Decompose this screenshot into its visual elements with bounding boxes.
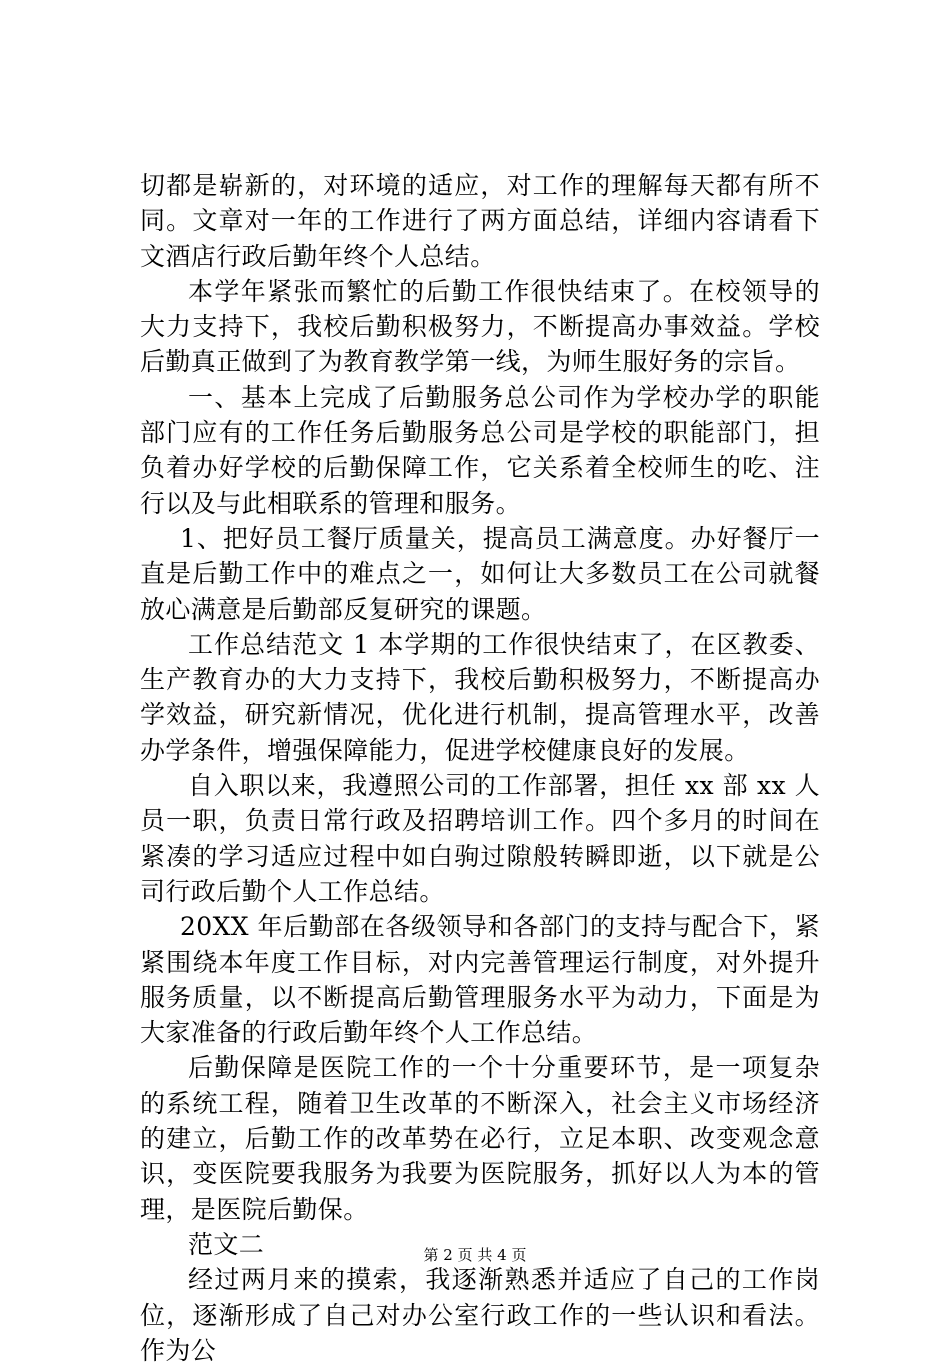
paragraph: 1、把好员工餐厅质量关，提高员工满意度。办好餐厅一直是后勤工作中的难点之一，如何让大多数员工在公司就餐放心满意是后勤部反复研究的课题。 [140,523,820,624]
paragraph: 切都是崭新的，对环境的适应，对工作的理解每天都有所不同。文章对一年的工作进行了两方面总结，详细内容请看下文酒店行政后勤年终个人总结。 [140,171,820,271]
paragraph: 自入职以来，我遵照公司的工作部署，担任 xx 部 xx 人员一职，负责日常行政及招聘培训工作。四个多月的时间在紧凑的学习适应过程中如白驹过隙般转瞬即逝，以下就是公司行政后勤个人工作总结。 [140,771,820,906]
paragraph: 20XX 年后勤部在各级领导和各部门的支持与配合下，紧紧围绕本年度工作目标，对内完善管理运行制度，对外提升服务质量，以不断提高后勤管理服务水平为动力，下面是为大家准备的行政后勤年终个人工作总结。 [140,912,820,1048]
paragraph: 一、基本上完成了后勤服务总公司作为学校办学的职能部门应有的工作任务后勤服务总公司是学校的职能部门，担负着办好学校的后勤保障工作，它关系着全校师生的吃、注行以及与此相联系的管理和服务。 [140,382,820,518]
page-number-footer: 第 2 页 共 4 页 [423,1246,527,1264]
paragraph: 本学年紧张而繁忙的后勤工作很快结束了。在校领导的大力支持下，我校后勤积极努力，不断提高办事效益。学校后勤真正做到了为教育教学第一线，为师生服好务的宗旨。 [140,276,820,377]
section-heading: 范文二 [188,1229,265,1259]
paragraph: 经过两月来的摸索，我逐渐熟悉并适应了自己的工作岗位，逐渐形成了自己对办公室行政工作的一些认识和看法。作为公 [140,1265,820,1365]
paragraph: 后勤保障是医院工作的一个十分重要环节，是一项复杂的系统工程，随着卫生改革的不断深入，社会主义市场经济的建立，后勤工作的改革势在必行，立足本职、改变观念意识，变医院要我服务为我要为医院服务，抓好以人为本的管理，是医院后勤保。 [140,1053,820,1224]
document-body [140,168,820,1368]
paragraph: 工作总结范文 1 本学期的工作很快结束了，在区教委、生产教育办的大力支持下，我校后勤积极努力，不断提高办学效益，研究新情况，优化进行机制，提高管理水平，改善办学条件，增强保障能力，促进学校健康良好的发展。 [140,629,820,765]
